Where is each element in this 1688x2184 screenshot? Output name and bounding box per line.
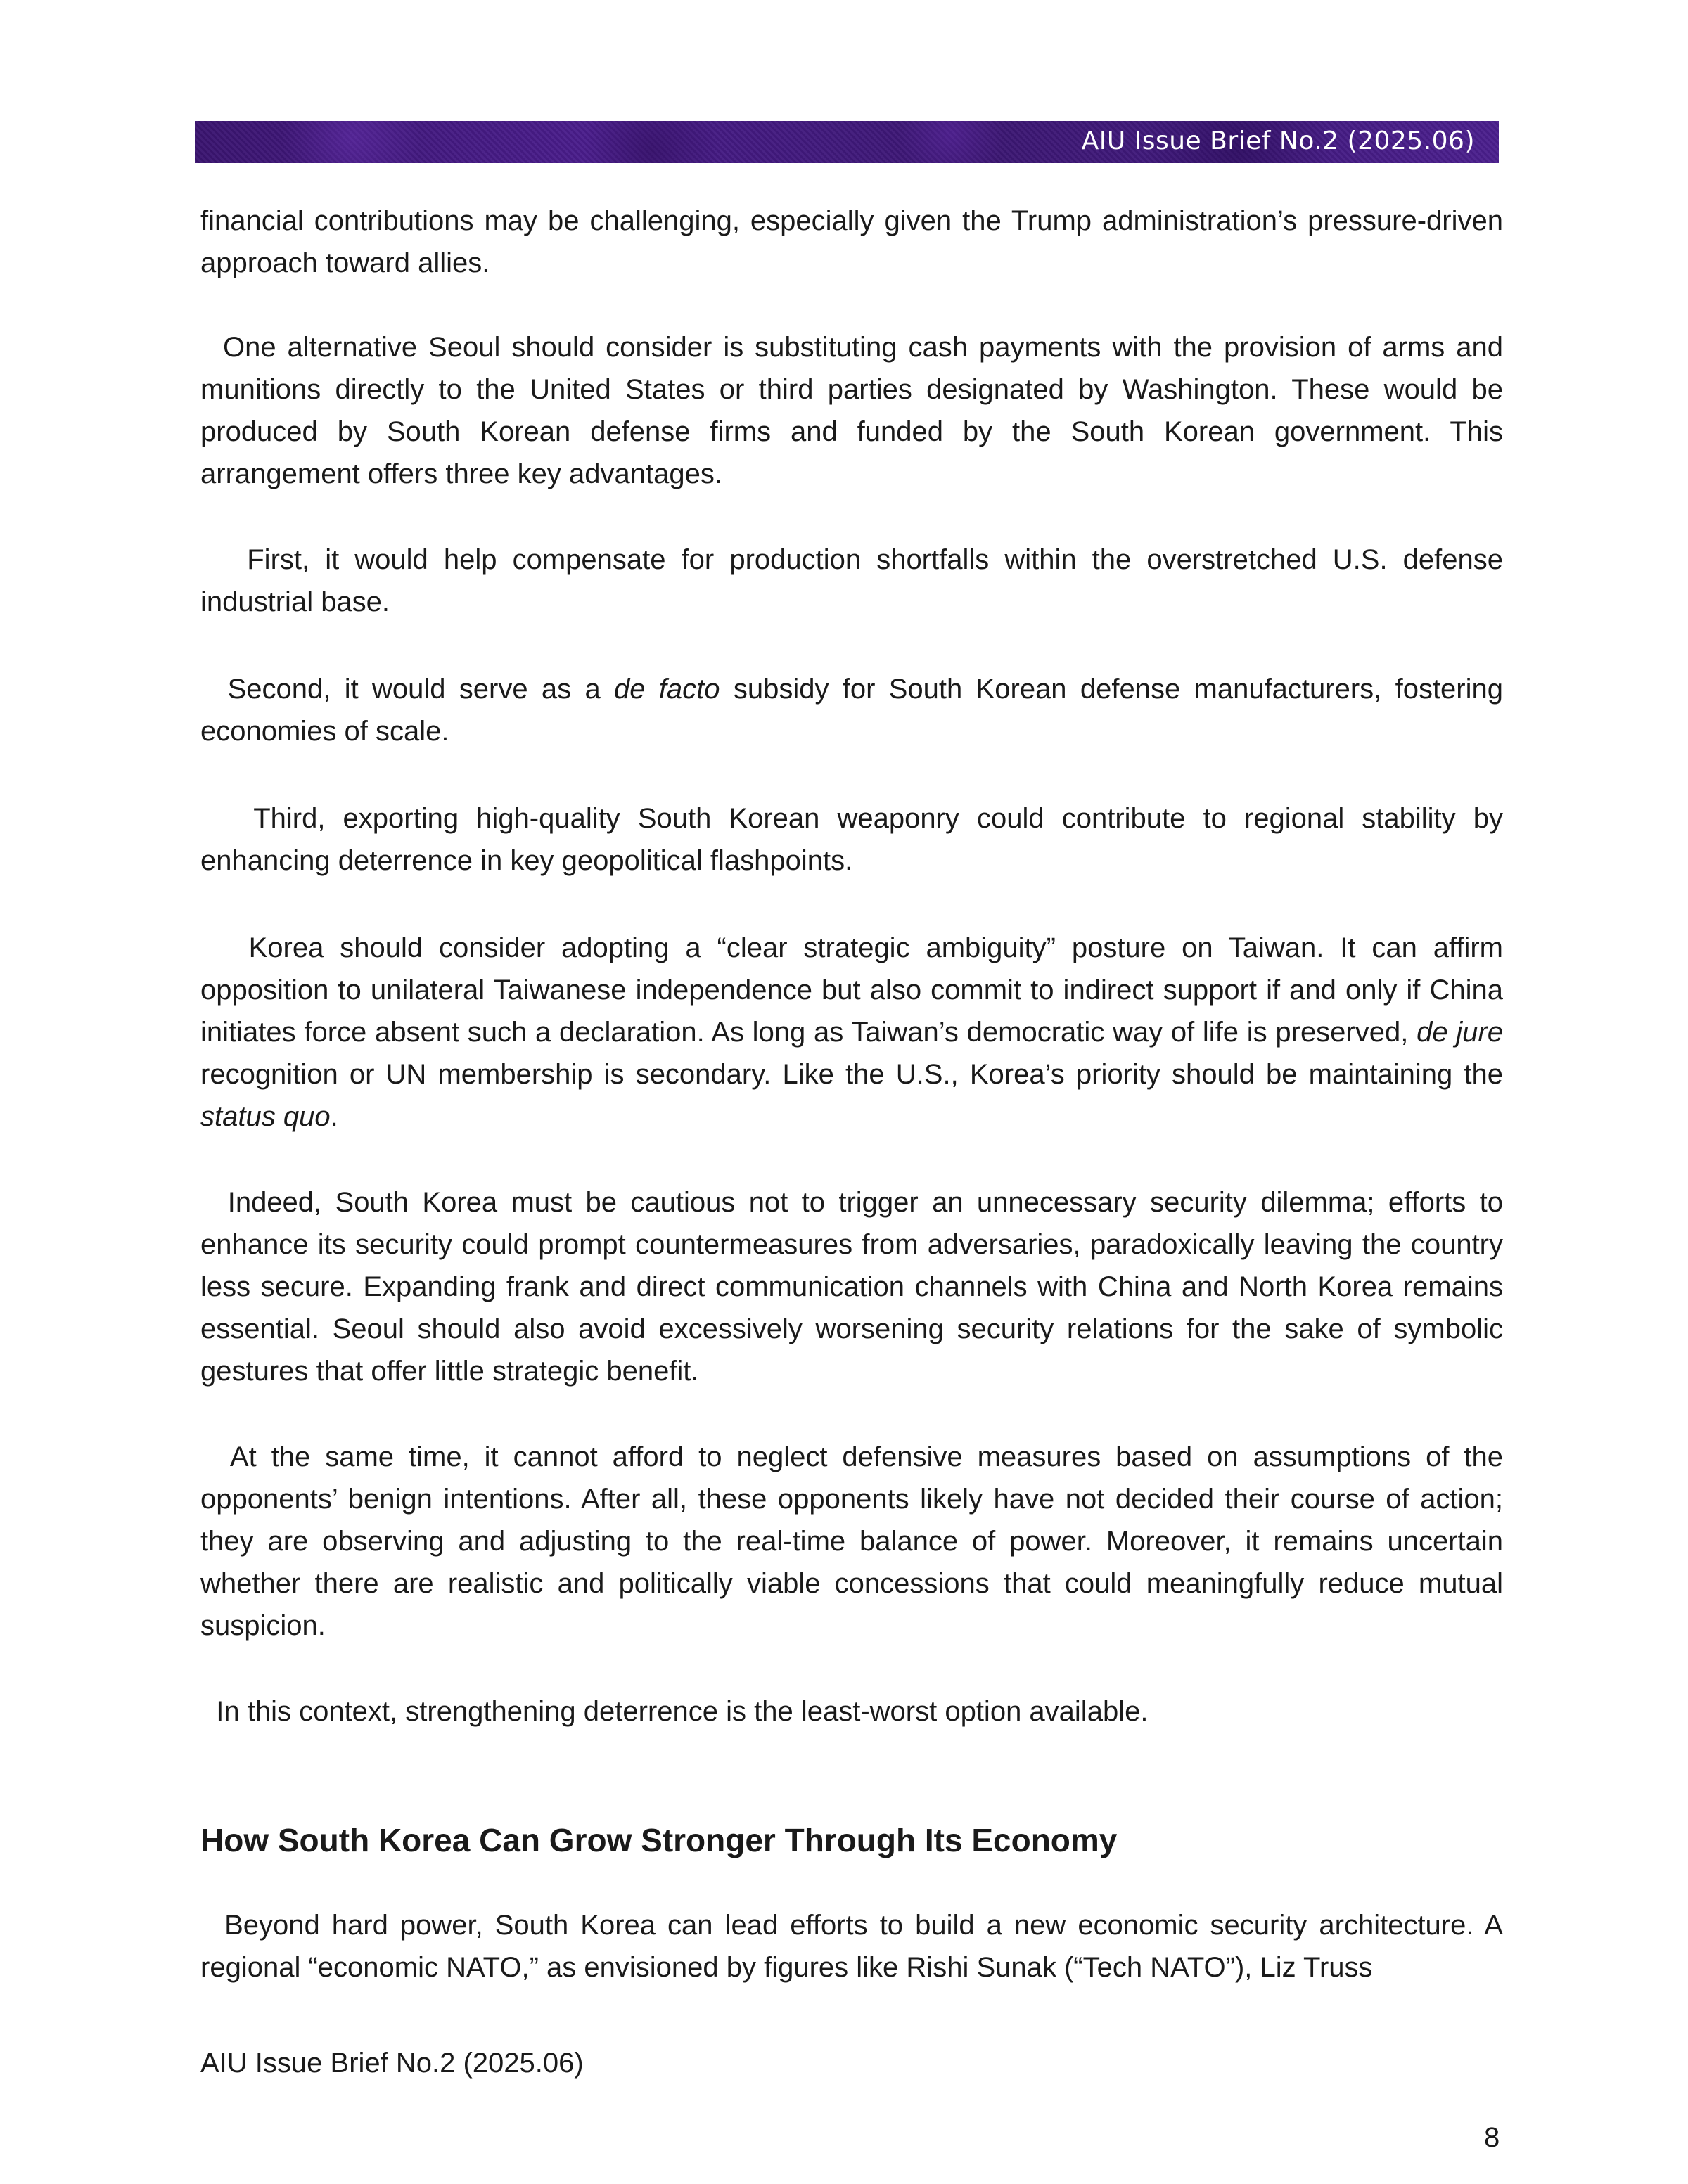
- paragraph-alternative: One alternative Seoul should consider is substituting cash payments with the provision of arms and munitions directly to the United States or third parties designated by Washington. These would be produced by South Korean defense firms and funded by the South Korean government. This arrangement offers three key advantages.: [200, 332, 1511, 489]
- paragraph-taiwan-pre: Korea should consider adopting a “clear strategic ambiguity” posture on Taiwan. It can affirm opposition to unilateral Taiwanese independence but also commit to indirect support if and only if China initiates force absent such a declaration. As long as Taiwan’s democratic way of life is preserved,: [200, 932, 1511, 1048]
- paragraph-taiwan-post: .: [330, 1101, 338, 1132]
- paragraph-second: [200, 668, 1511, 752]
- footer-text: AIU Issue Brief No.2 (2025.06): [200, 2048, 584, 2079]
- page-number: 8: [1484, 2122, 1500, 2153]
- paragraph-same-time: At the same time, it cannot afford to neglect defensive measures based on assumptions of the opponents’ benign intentions. After all, these opponents likely have not decided their course of action; they are observing and adjusting to the real-time balance of power. Moreover, it remains uncertain whether there are realistic and politically viable concessions that could meaningfully reduce mutual suspicion.: [200, 1441, 1511, 1641]
- paragraph-block: [200, 797, 1511, 882]
- paragraph-block: [200, 326, 1511, 495]
- paragraph-block: [200, 927, 1511, 1138]
- paragraph-taiwan-italic-1: de jure: [1417, 1017, 1503, 1048]
- header-banner-text: AIU Issue Brief No.2 (2025.06): [1081, 127, 1475, 155]
- paragraph-second-post: subsidy for South Korean defense manufacturers, fostering economies of scale.: [200, 674, 1511, 747]
- paragraph-contributions: financial contributions may be challenging, especially given the Trump administration’s pressure-driven approach toward allies.: [200, 205, 1503, 278]
- paragraph-taiwan-italic-2: status quo: [200, 1101, 331, 1132]
- paragraph-block: [200, 668, 1511, 752]
- section-heading: How South Korea Can Grow Stronger Through Its Economy: [200, 1822, 1118, 1858]
- paragraph-second-italic: de facto: [614, 674, 720, 705]
- paragraph-block: [200, 1904, 1511, 1989]
- header-banner: [195, 121, 1499, 163]
- paragraph-context: In this context, strengthening deterrence is the least-worst option available.: [200, 1696, 1149, 1727]
- paragraph-third: Third, exporting high-quality South Korean weaponry could contribute to regional stability by enhancing deterrence in key geopolitical flashpoints.: [200, 803, 1511, 876]
- paragraph-taiwan-mid: recognition or UN membership is secondary. Like the U.S., Korea’s priority should be maintaining the: [200, 1017, 1511, 1090]
- paragraph-first: First, it would help compensate for production shortfalls within the overstretched U.S. defense industrial base.: [200, 544, 1511, 617]
- paragraph-block: [200, 539, 1511, 623]
- body-text: [200, 200, 1503, 284]
- paragraph-block: [200, 1181, 1511, 1392]
- paragraph-beyond: Beyond hard power, South Korea can lead efforts to build a new economic security architecture. A regional “economic NATO,” as envisioned by figures like Rishi Sunak (“Tech NATO”), Liz Truss: [200, 1910, 1511, 1983]
- paragraph-block: [200, 1436, 1511, 1647]
- paragraph-block: [200, 1690, 1503, 1733]
- paragraph-indeed: Indeed, South Korea must be cautious not to trigger an unnecessary security dilemma; efforts to enhance its security could prompt countermeasures from adversaries, paradoxically leaving the country less secure. Expanding frank and direct communication channels with China and North Korea remains essential. Seoul should also avoid excessively worsening security relations for the sake of symbolic gestures that offer little strategic benefit.: [200, 1187, 1511, 1387]
- paragraph-taiwan: [200, 927, 1511, 1138]
- paragraph-second-pre: Second, it would serve as a: [200, 674, 615, 705]
